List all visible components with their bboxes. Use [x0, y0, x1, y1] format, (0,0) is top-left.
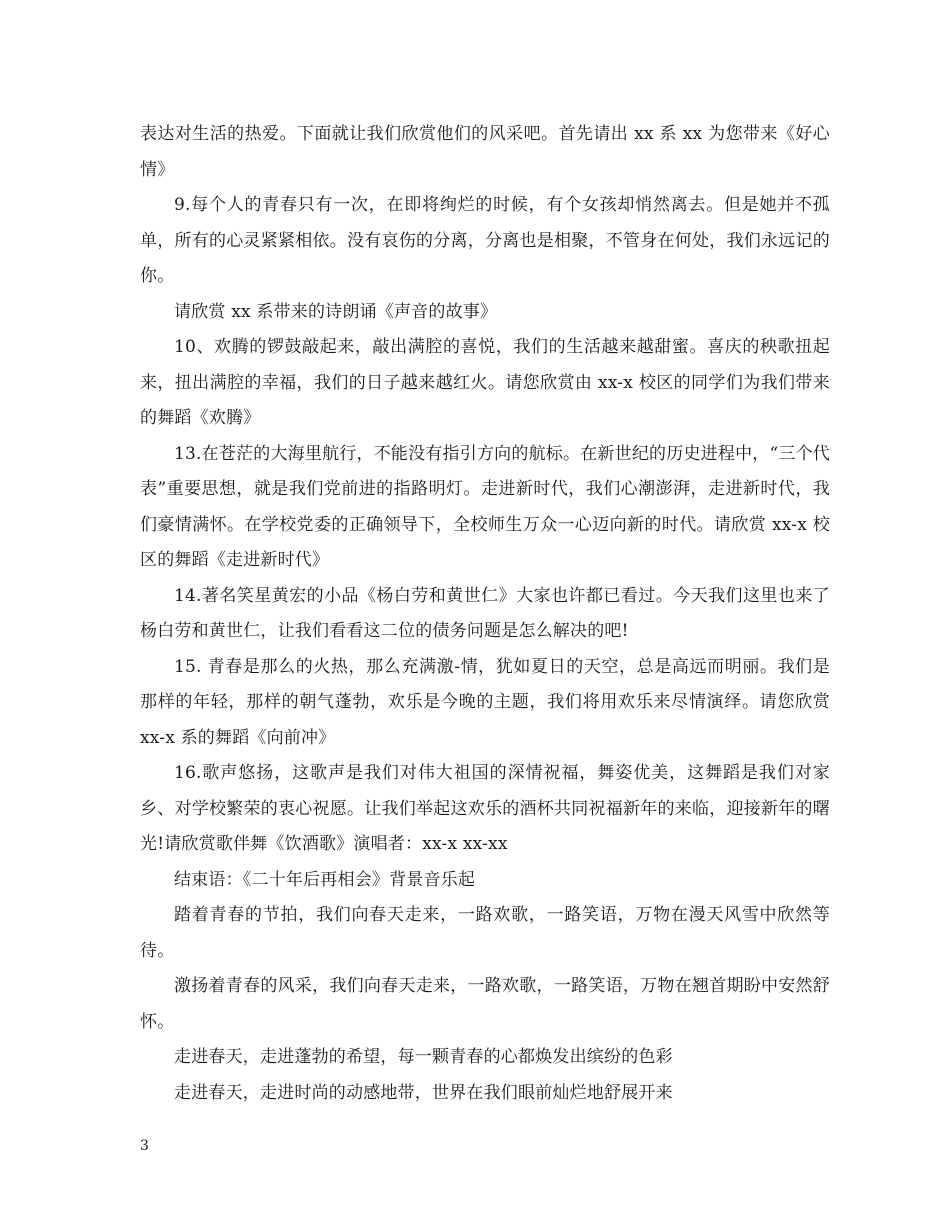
paragraph: 15. 青春是那么的火热，那么充满激-情，犹如夏日的天空，总是高远而明丽。我们是那样的年轻，那样的朝气蓬勃，欢乐是今晚的主题，我们将用欢乐来尽情演绎。请您欣赏 xx-x 系的舞蹈《向前冲》 [140, 656, 830, 748]
paragraph: 16.歌声悠扬，这歌声是我们对伟大祖国的深情祝福，舞姿优美，这舞蹈是我们对家乡、对学校繁荣的衷心祝愿。让我们举起这欢乐的酒杯共同祝福新年的来临，迎接新年的曙光!请欣赏歌伴舞《饮酒歌》演唱者：xx-x xx-xx [140, 763, 830, 854]
paragraph: 结束语：《二十年后再相会》背景音乐起 [174, 869, 476, 890]
paragraph: 表达对生活的热爱。下面就让我们欣赏他们的风采吧。首先请出 xx 系 xx 为您带来《好心情》 [140, 124, 830, 180]
paragraph: 走进春天，走进蓬勃的希望，每一颗青春的心都焕发出缤纷的色彩 [174, 1047, 673, 1067]
paragraph: 14.著名笑星黄宏的小品《杨白劳和黄世仁》大家也许都已看过。今天我们这里也来了杨白劳和黄世仁，让我们看看这二位的债务问题是怎么解决的吧! [140, 585, 830, 641]
document-body [140, 117, 830, 1111]
paragraph: 13.在苍茫的大海里航行，不能没有指引方向的航标。在新世纪的历史进程中，“三个代表”重要思想，就是我们党前进的指路明灯。走进新时代，我们心潮澎湃，走进新时代，我们豪情满怀。在学校党委的正确领导下，全校师生万众一心迈向新的时代。请欣赏 xx-x 校区的舞蹈《走进新时代》 [140, 443, 830, 570]
paragraph: 9.每个人的青春只有一次，在即将绚烂的时候，有个女孩却悄然离去。但是她并不孤单，所有的心灵紧紧相依。没有哀伤的分离，分离也是相聚，不管身在何处，我们永远记的你。 [140, 195, 830, 286]
paragraph: 请欣赏 xx 系带来的诗朗诵《声音的故事》 [174, 301, 498, 322]
paragraph: 踏着青春的节拍，我们向春天走来，一路欢歌，一路笑语，万物在漫天风雪中欣然等待。 [140, 905, 830, 961]
page-number: 3 [140, 1138, 149, 1154]
paragraph: 走进春天，走进时尚的动感地带，世界在我们眼前灿烂地舒展开来 [174, 1082, 673, 1103]
paragraph: 10、欢腾的锣鼓敲起来，敲出满腔的喜悦，我们的生活越来越甜蜜。喜庆的秧歌扭起来，扭出满腔的幸福，我们的日子越来越红火。请您欣赏由 xx-x 校区的同学们为我们带来的舞蹈《欢腾》 [140, 337, 830, 428]
paragraph: 激扬着青春的风采，我们向春天走来，一路欢歌，一路笑语，万物在翘首期盼中安然舒怀。 [140, 976, 830, 1032]
